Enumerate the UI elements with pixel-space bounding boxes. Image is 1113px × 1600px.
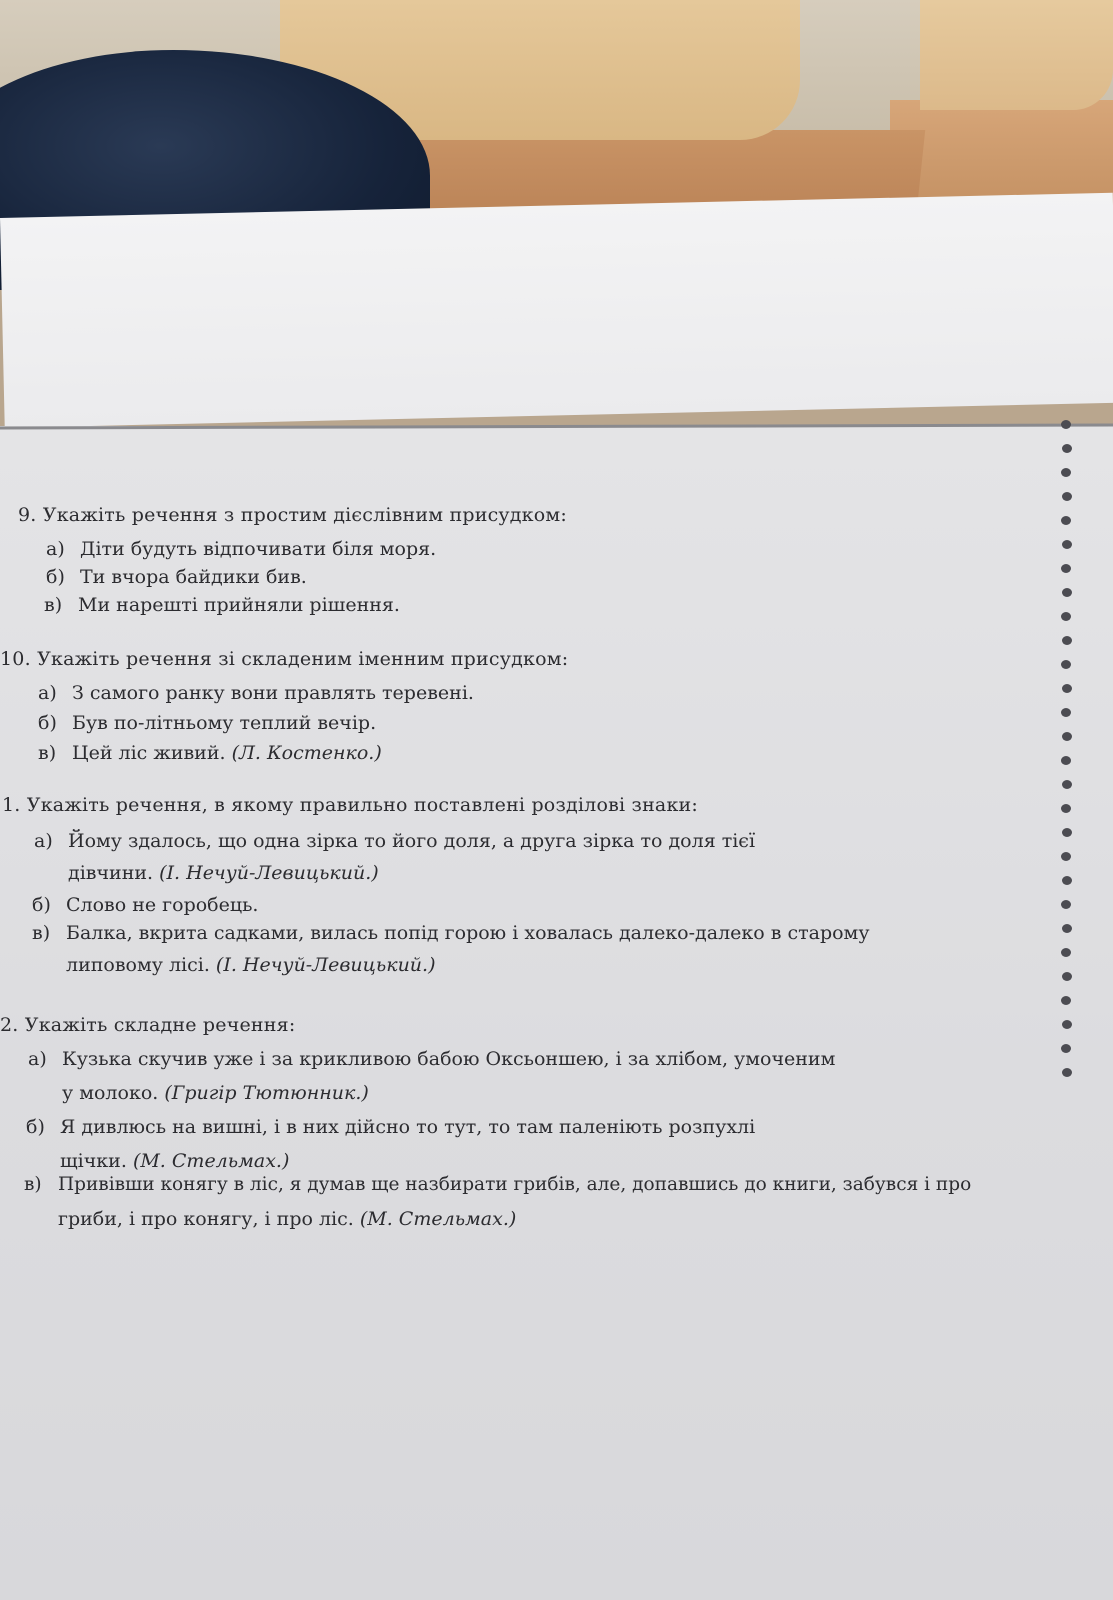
binding-hole: [1061, 1044, 1071, 1053]
option-letter: б): [26, 1116, 45, 1138]
option-letter: а): [38, 682, 57, 704]
option-text: Ми нарешті прийняли рішення.: [78, 594, 400, 616]
option-letter: в): [32, 922, 51, 944]
option-text: дівчини.: [68, 862, 154, 884]
binding-hole: [1061, 756, 1071, 765]
option-author: (М. Стельмах.): [132, 1150, 290, 1172]
option-text: З самого ранку вони правлять теревені.: [72, 682, 474, 704]
question-12: [0, 1014, 295, 1036]
option-a: [38, 682, 474, 704]
question-9: [18, 504, 567, 526]
option-c: [38, 742, 382, 764]
question-number: 2.: [0, 1014, 19, 1036]
option-text: Слово не горобець.: [66, 894, 259, 916]
binding-hole: [1062, 876, 1072, 885]
binding-hole: [1062, 492, 1072, 501]
paper-sheet-top: [0, 193, 1113, 428]
option-b: [32, 894, 258, 916]
option-author: (І. Нечуй-Левицький.): [159, 862, 379, 884]
option-author: (Л. Костенко.): [231, 742, 382, 764]
binding-hole: [1062, 828, 1072, 837]
binding-hole: [1062, 444, 1072, 453]
option-c-continued: [66, 954, 436, 976]
binding-hole: [1061, 468, 1071, 477]
binding-hole: [1061, 564, 1071, 573]
option-text: Ти вчора байдики бив.: [80, 566, 307, 588]
binding-hole: [1062, 780, 1072, 789]
option-author: (М. Стельмах.): [359, 1208, 517, 1230]
binding-hole: [1061, 660, 1071, 669]
option-text: Привівши конягу в ліс, я думав ще назбирати грибів, але, допавшись до книги, забувся і про: [58, 1174, 972, 1195]
option-b-continued: [60, 1150, 289, 1172]
option-b: [46, 566, 307, 588]
binding-hole: [1061, 516, 1071, 525]
option-text: Діти будуть відпочивати біля моря.: [80, 538, 437, 560]
option-a: [28, 1048, 835, 1070]
binding-hole: [1062, 636, 1072, 645]
option-text: Кузька скучив уже і за крикливою бабою Оксьоншею, і за хлібом, умоченим: [62, 1048, 836, 1070]
option-text: гриби, і про конягу, і про ліс.: [58, 1208, 354, 1230]
binding-hole: [1062, 972, 1072, 981]
option-c: [32, 922, 870, 944]
option-letter: а): [46, 538, 65, 560]
binding-hole: [1062, 588, 1072, 597]
option-b: [26, 1116, 755, 1138]
question-text: Укажіть речення, в якому правильно поставлені розділові знаки:: [26, 794, 699, 816]
question-number: 9.: [18, 504, 37, 526]
option-b: [38, 712, 376, 734]
question-text: Укажіть речення з простим дієслівним присудком:: [42, 504, 567, 526]
option-a-continued: [68, 862, 379, 884]
option-text: Балка, вкрита садками, вилась попід горою і ховалась далеко-далеко в старому: [66, 922, 870, 944]
binding-hole: [1061, 900, 1071, 909]
option-c-continued: [58, 1208, 516, 1230]
option-author: (І. Нечуй-Левицький.): [215, 954, 436, 976]
option-text: Йому здалось, що одна зірка то його доля, а друга зірка то доля тієї: [68, 830, 756, 852]
question-number: 10.: [0, 648, 31, 670]
option-a: [34, 830, 755, 852]
option-letter: б): [46, 566, 65, 588]
binding-hole: [1061, 996, 1071, 1005]
option-letter: б): [38, 712, 57, 734]
binding-hole: [1061, 852, 1071, 861]
option-a: [46, 538, 436, 560]
option-c: [24, 1174, 971, 1195]
binding-hole: [1062, 924, 1072, 933]
option-text: Я дивлюсь на вишні, і в них дійсно то тут, то там паленіють розпухлі: [60, 1116, 756, 1138]
binding-hole: [1062, 540, 1072, 549]
binding-holes: [1058, 420, 1078, 1120]
option-text: Був по-літньому теплий вечір.: [72, 712, 377, 734]
binding-hole: [1061, 804, 1071, 813]
binding-hole: [1062, 1020, 1072, 1029]
option-letter: в): [38, 742, 57, 764]
option-author: (Григір Тютюнник.): [164, 1082, 369, 1104]
chair: [920, 0, 1113, 110]
option-text: липовому лісі.: [66, 954, 210, 976]
option-letter: а): [34, 830, 53, 852]
question-number: 1.: [2, 794, 21, 816]
option-text: у молоко.: [62, 1082, 159, 1104]
question-11: [2, 794, 698, 816]
binding-hole: [1062, 1068, 1072, 1077]
option-letter: б): [32, 894, 51, 916]
option-text: щічки.: [60, 1150, 127, 1172]
question-text: Укажіть складне речення:: [24, 1014, 296, 1036]
binding-hole: [1061, 420, 1071, 429]
binding-hole: [1062, 684, 1072, 693]
option-c: [44, 594, 400, 616]
option-text: Цей ліс живий.: [72, 742, 226, 764]
question-10: [0, 648, 568, 670]
option-letter: в): [44, 594, 63, 616]
option-letter: а): [28, 1048, 47, 1070]
option-letter: в): [24, 1174, 42, 1195]
option-a-continued: [62, 1082, 369, 1104]
binding-hole: [1062, 732, 1072, 741]
question-text: Укажіть речення зі складеним іменним присудком:: [37, 648, 569, 670]
binding-hole: [1061, 708, 1071, 717]
binding-hole: [1061, 612, 1071, 621]
binding-hole: [1061, 948, 1071, 957]
